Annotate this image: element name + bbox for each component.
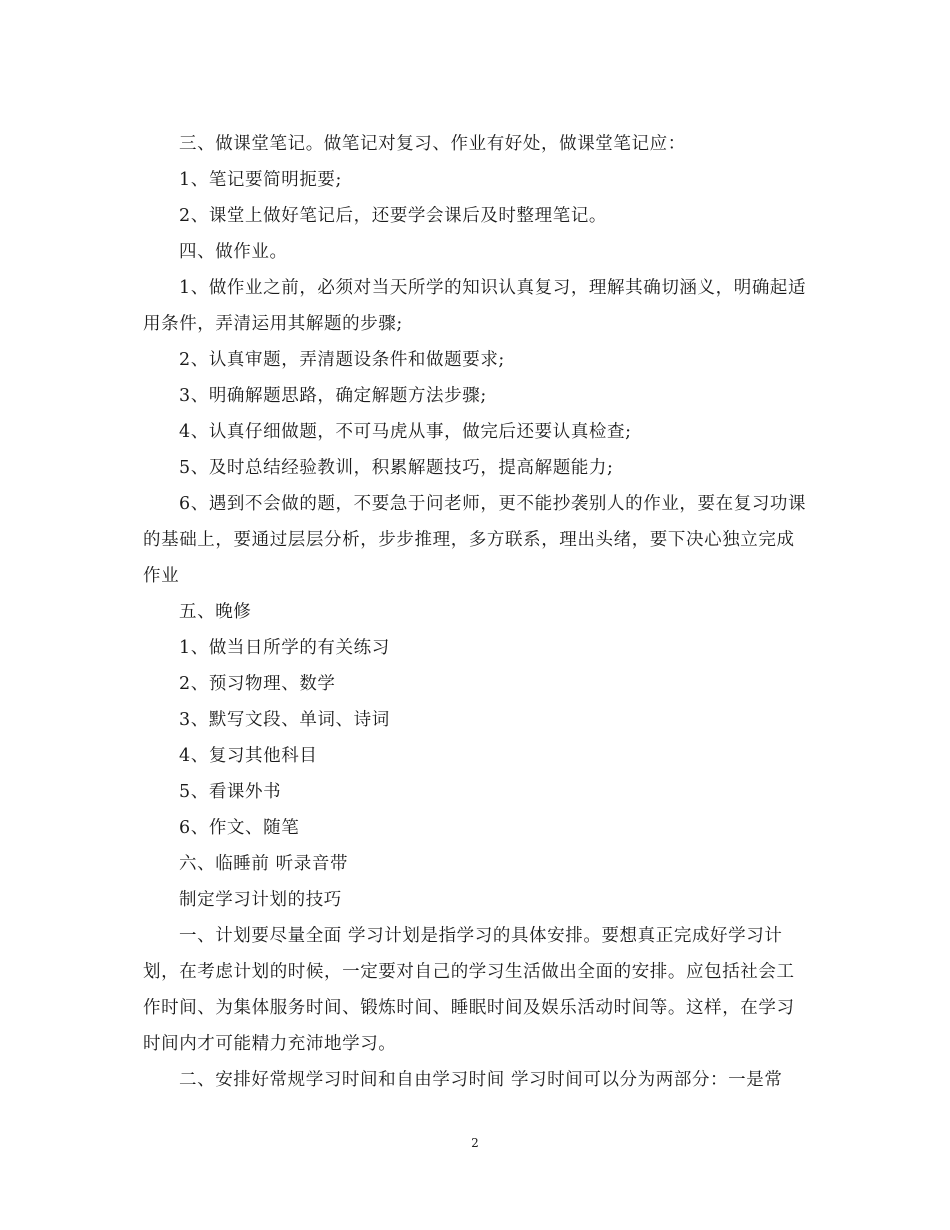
paragraph-homework-item-6: 6、遇到不会做的题，不要急于问老师，更不能抄袭别人的作业，要在复习功课的基础上，要通过层层分析，步步推理，多方联系，理出头绪，要下决心独立完成作业 (143, 494, 807, 586)
paragraph-notes-item-1: 1、笔记要简明扼要; (179, 170, 343, 190)
document-body (143, 126, 809, 1098)
paragraph-section-six-before-sleep: 六、临睡前 听录音带 (179, 854, 349, 874)
paragraph-tip-one: 一、计划要尽量全面 学习计划是指学习的具体安排。要想真正完成好学习计划，在考虑计划的时候，一定要对自己的学习生活做出全面的安排。应包括社会工作时间、为集体服务时间、锻炼时间、睡眠时间及娱乐活动时间等。这样，在学习时间内才可能精力充沛地学习。 (143, 926, 795, 1054)
paragraph-evening-item-3: 3、默写文段、单词、诗词 (179, 710, 390, 730)
paragraph-evening-item-6: 6、作文、随笔 (179, 818, 300, 838)
paragraph-homework-item-5: 5、及时总结经验教训，积累解题技巧，提高解题能力; (179, 458, 614, 478)
paragraph-section-three-notes: 三、做课堂笔记。做笔记对复习、作业有好处，做课堂笔记应： (179, 134, 686, 154)
paragraph-evening-item-2: 2、预习物理、数学 (179, 674, 336, 694)
paragraph-planning-tips-heading: 制定学习计划的技巧 (179, 890, 342, 910)
paragraph-evening-item-1: 1、做当日所学的有关练习 (179, 638, 390, 658)
paragraph-homework-item-4: 4、认真仔细做题，不可马虎从事，做完后还要认真检查; (179, 422, 632, 442)
paragraph-section-four-homework: 四、做作业。 (179, 242, 288, 262)
paragraph-evening-item-5: 5、看课外书 (179, 782, 282, 802)
page-number: 2 (471, 1136, 479, 1150)
paragraph-homework-item-2: 2、认真审题，弄清题设条件和做题要求; (179, 350, 505, 370)
paragraph-tip-two: 二、安排好常规学习时间和自由学习时间 学习时间可以分为两部分：一是常 (179, 1070, 783, 1090)
paragraph-homework-item-3: 3、明确解题思路，确定解题方法步骤; (179, 386, 487, 406)
paragraph-homework-item-1: 1、做作业之前，必须对当天所学的知识认真复习，理解其确切涵义，明确起适用条件，弄清运用其解题的步骤; (143, 278, 807, 334)
paragraph-section-five-evening-study: 五、晚修 (179, 602, 252, 622)
paragraph-evening-item-4: 4、复习其他科目 (179, 746, 318, 766)
paragraph-notes-item-2: 2、课堂上做好笔记后，还要学会课后及时整理笔记。 (179, 206, 608, 226)
